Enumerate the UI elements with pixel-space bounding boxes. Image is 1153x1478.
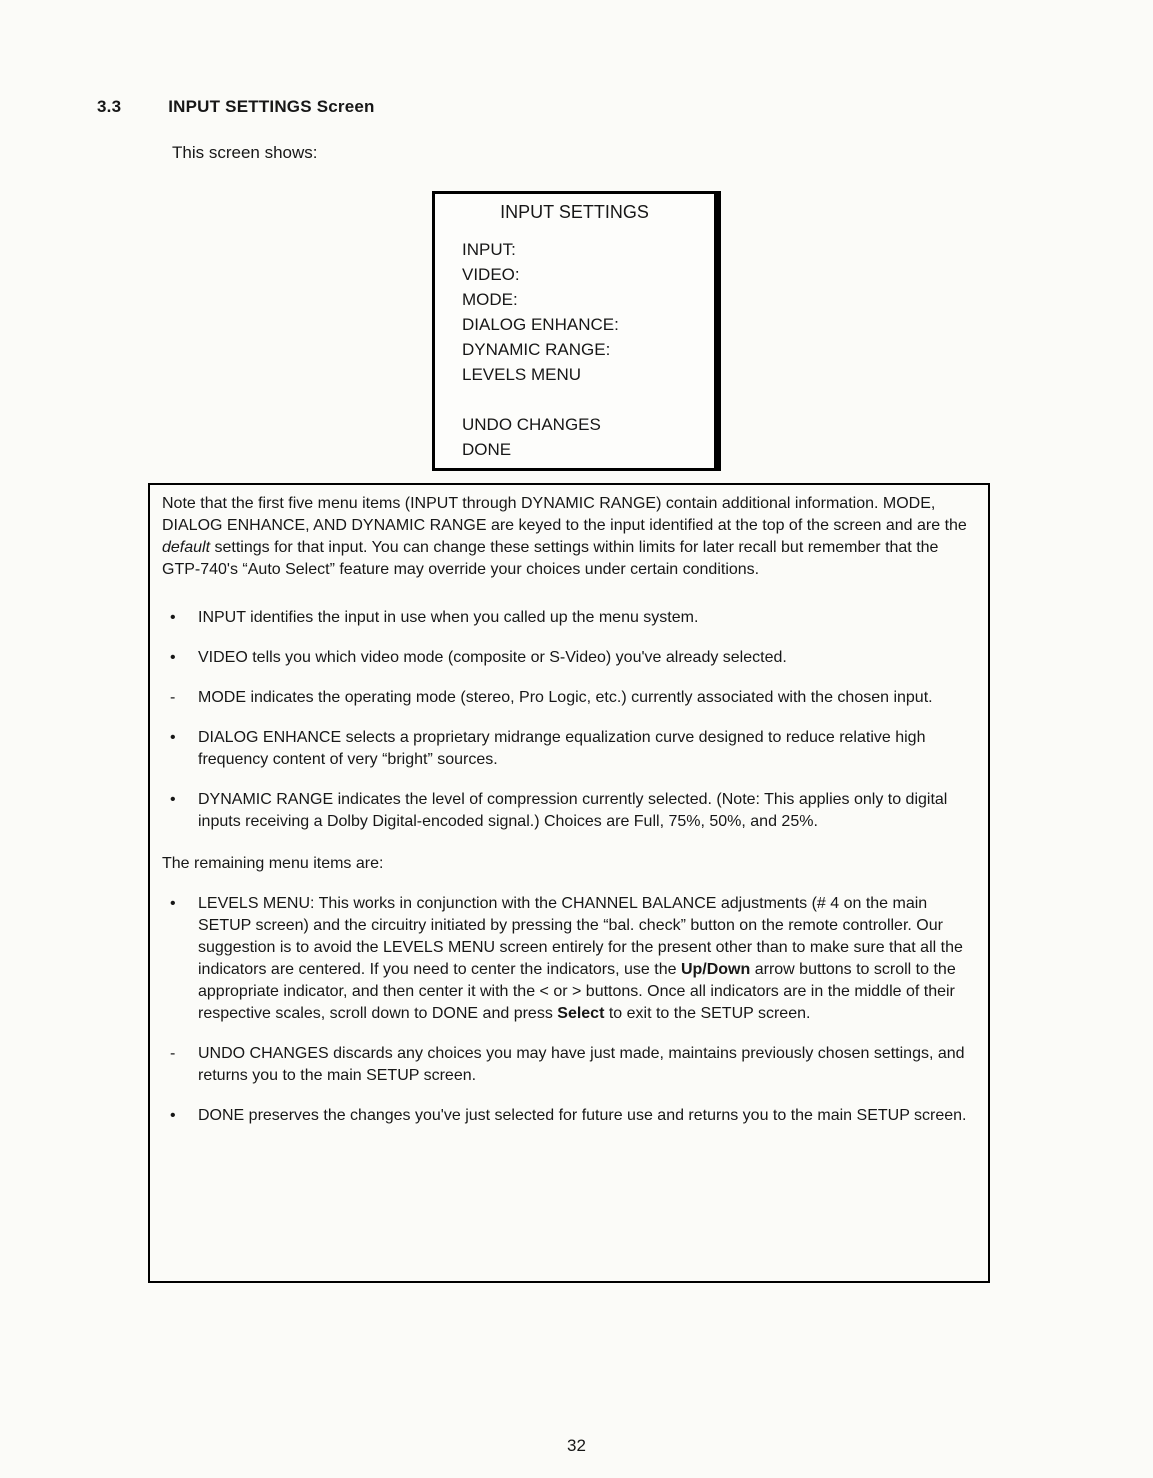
section-number: 3.3 [97, 97, 122, 116]
remaining-items-label: The remaining menu items are: [162, 855, 384, 872]
menu-item-dialog-enhance: DIALOG ENHANCE: [462, 315, 619, 334]
menu-item-mode: MODE: [462, 290, 518, 309]
bullet-video [162, 647, 974, 669]
intro-text: This screen shows: [172, 143, 318, 162]
bullet-text: MODE indicates the operating mode (stereo, Pro Logic, etc.) currently associated with the chosen input. [198, 689, 933, 706]
menu-gap [462, 387, 714, 412]
bullet-glyph: • [170, 1107, 176, 1124]
section-title: INPUT SETTINGS Screen [168, 97, 375, 116]
bullet-done [162, 1105, 974, 1127]
note-intro-post: settings for that input. You can change these settings within limits for later recall but remember that the GTP-740's “Auto Select” feature may override your choices under certain conditions. [162, 539, 939, 578]
bullet-glyph: • [170, 729, 176, 746]
menu-item-video: VIDEO: [462, 265, 520, 284]
bullet-text: DIALOG ENHANCE selects a proprietary midrange equalization curve designed to reduce relative high frequency content of very “bright” sources. [198, 729, 926, 768]
bullet-text [198, 893, 974, 1025]
input-settings-screen-box [432, 191, 721, 471]
bullet-glyph: - [170, 1045, 176, 1062]
bullet-dialog-enhance [162, 727, 974, 771]
bullet-levels-menu [162, 893, 974, 1025]
note-intro-italic-word: default [162, 539, 211, 556]
levels-bold-updown: Up/Down [680, 961, 751, 978]
bullet-dynamic-range [162, 789, 974, 833]
bullet-mode [162, 687, 974, 709]
levels-text-3: to exit to the SETUP screen. [604, 1005, 811, 1022]
menu-item-dynamic-range: DYNAMIC RANGE: [462, 340, 611, 359]
menu-item-input: INPUT: [462, 240, 516, 259]
menu-item-done: DONE [462, 440, 512, 459]
levels-text-1: LEVELS MENU: This works in conjunction with the CHANNEL BALANCE adjustments (# 4 on the main SETUP screen) and the circuitry initiated by pressing the “bal. check” button on the remote controller. Our suggestion is to avoid the LEVELS MENU screen entirely for the present other than to make sure that all the indicators are centered. If you need to center the indicators, use the [198, 895, 963, 978]
note-intro-paragraph [162, 493, 974, 581]
bullet-undo-changes [162, 1043, 974, 1087]
bullet-text: DYNAMIC RANGE indicates the level of compression currently selected. (Note: This applies only to digital inputs receiving a Dolby Digital-encoded signal.) Choices are Full, 75%, 50%, and 25%. [198, 791, 948, 830]
bullet-input [162, 607, 974, 629]
menu-item-undo-changes: UNDO CHANGES [462, 415, 601, 434]
bullet-glyph: • [170, 649, 176, 666]
bullet-text: DONE preserves the changes you've just selected for future use and returns you to the main SETUP screen. [198, 1107, 967, 1124]
menu-screen-title: INPUT SETTINGS [500, 202, 649, 222]
menu-item-list [435, 237, 714, 462]
bullet-text: INPUT identifies the input in use when you called up the menu system. [198, 609, 699, 626]
note-box [148, 483, 990, 1283]
page-number: 32 [567, 1436, 586, 1455]
levels-text-2: arrow buttons to scroll to the appropriate indicator, and then center it with the < or > buttons. Once all indicators are in the middle of their respective scales, scroll down to DONE and press [198, 961, 956, 1022]
bullet-glyph: - [170, 689, 176, 706]
bullet-glyph: • [170, 791, 176, 808]
bullet-text: VIDEO tells you which video mode (composite or S-Video) you've already selected. [198, 649, 787, 666]
section-header [97, 97, 375, 117]
menu-item-levels-menu: LEVELS MENU [462, 365, 582, 384]
bullet-text: UNDO CHANGES discards any choices you may have just made, maintains previously chosen settings, and returns you to the main SETUP screen. [198, 1045, 965, 1084]
note-intro-pre: Note that the first five menu items (INPUT through DYNAMIC RANGE) contain additional information. MODE, DIALOG ENHANCE, AND DYNAMIC RANGE are keyed to the input identified at the top of the screen and are the [162, 495, 967, 534]
bullet-glyph: • [170, 895, 176, 912]
levels-bold-select: Select [557, 1005, 605, 1022]
bullet-glyph: • [170, 609, 176, 626]
